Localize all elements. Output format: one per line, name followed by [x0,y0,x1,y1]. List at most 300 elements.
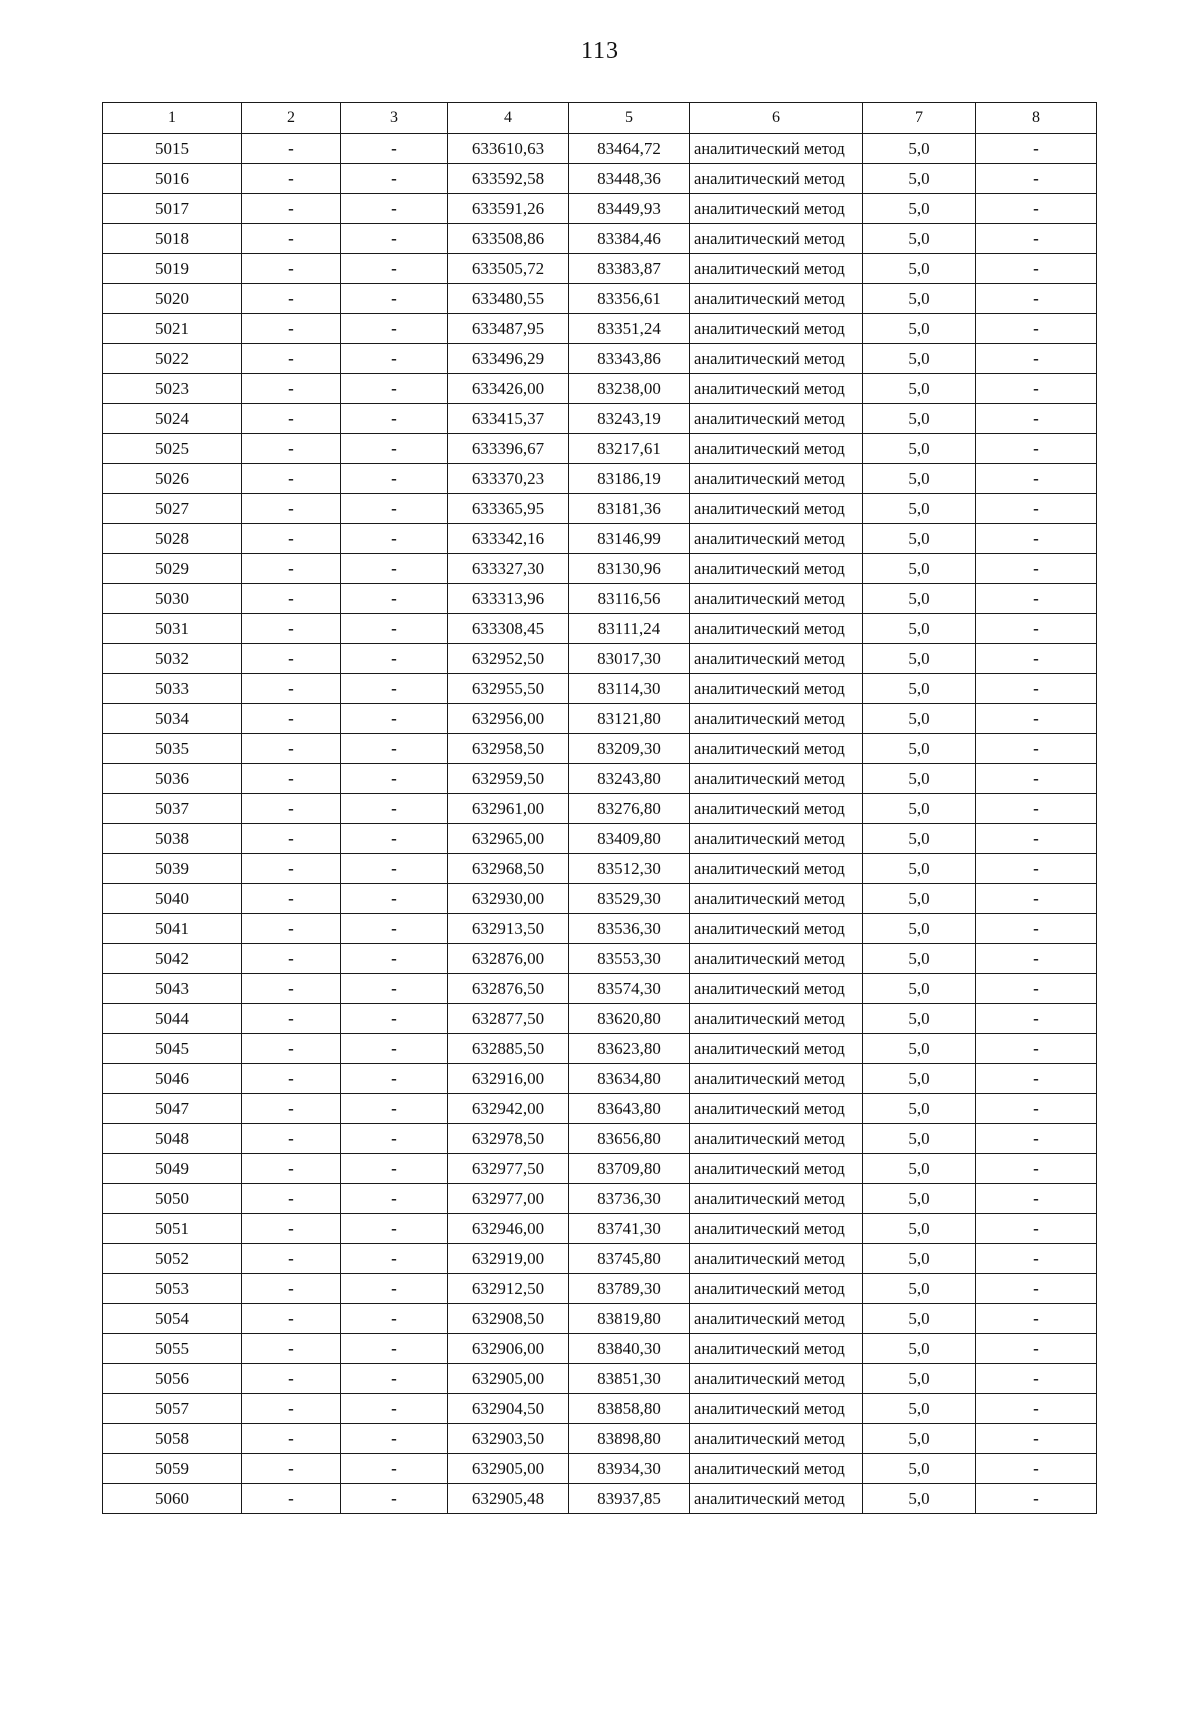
method-cell: аналитический метод [690,1184,863,1214]
col8-cell: - [976,944,1097,974]
column-header: 4 [448,103,569,134]
x-coordinate-cell: 632961,00 [448,794,569,824]
accuracy-cell: 5,0 [863,1274,976,1304]
col8-cell: - [976,314,1097,344]
col3-cell: - [341,464,448,494]
y-coordinate-cell: 83536,30 [569,914,690,944]
col3-cell: - [341,1244,448,1274]
point-number-cell: 5024 [103,404,242,434]
col3-cell: - [341,1304,448,1334]
method-cell: аналитический метод [690,494,863,524]
col8-cell: - [976,884,1097,914]
col2-cell: - [242,164,341,194]
y-coordinate-cell: 83217,61 [569,434,690,464]
col8-cell: - [976,794,1097,824]
point-number-cell: 5022 [103,344,242,374]
x-coordinate-cell: 633342,16 [448,524,569,554]
x-coordinate-cell: 633426,00 [448,374,569,404]
col3-cell: - [341,1154,448,1184]
x-coordinate-cell: 632965,00 [448,824,569,854]
point-number-cell: 5040 [103,884,242,914]
y-coordinate-cell: 83840,30 [569,1334,690,1364]
col2-cell: - [242,854,341,884]
col3-cell: - [341,524,448,554]
accuracy-cell: 5,0 [863,794,976,824]
x-coordinate-cell: 632968,50 [448,854,569,884]
y-coordinate-cell: 83736,30 [569,1184,690,1214]
col3-cell: - [341,674,448,704]
col2-cell: - [242,1094,341,1124]
col3-cell: - [341,1214,448,1244]
x-coordinate-cell: 633480,55 [448,284,569,314]
x-coordinate-cell: 632908,50 [448,1304,569,1334]
table-row [103,494,1097,524]
point-number-cell: 5021 [103,314,242,344]
col3-cell: - [341,704,448,734]
accuracy-cell: 5,0 [863,884,976,914]
y-coordinate-cell: 83937,85 [569,1484,690,1514]
accuracy-cell: 5,0 [863,674,976,704]
col2-cell: - [242,1034,341,1064]
column-header: 7 [863,103,976,134]
point-number-cell: 5016 [103,164,242,194]
table-row [103,344,1097,374]
method-cell: аналитический метод [690,1064,863,1094]
col3-cell: - [341,914,448,944]
method-cell: аналитический метод [690,1214,863,1244]
point-number-cell: 5043 [103,974,242,1004]
x-coordinate-cell: 632916,00 [448,1064,569,1094]
col2-cell: - [242,284,341,314]
col8-cell: - [976,824,1097,854]
y-coordinate-cell: 83643,80 [569,1094,690,1124]
point-number-cell: 5038 [103,824,242,854]
col2-cell: - [242,1454,341,1484]
col3-cell: - [341,884,448,914]
col2-cell: - [242,1004,341,1034]
point-number-cell: 5054 [103,1304,242,1334]
accuracy-cell: 5,0 [863,764,976,794]
col8-cell: - [976,1304,1097,1334]
col2-cell: - [242,404,341,434]
col2-cell: - [242,494,341,524]
col8-cell: - [976,1094,1097,1124]
point-number-cell: 5037 [103,794,242,824]
col8-cell: - [976,1034,1097,1064]
table-row [103,374,1097,404]
col2-cell: - [242,1154,341,1184]
x-coordinate-cell: 632904,50 [448,1394,569,1424]
col3-cell: - [341,1094,448,1124]
point-number-cell: 5032 [103,644,242,674]
col3-cell: - [341,974,448,1004]
col8-cell: - [976,344,1097,374]
method-cell: аналитический метод [690,584,863,614]
y-coordinate-cell: 83789,30 [569,1274,690,1304]
col3-cell: - [341,134,448,164]
y-coordinate-cell: 83186,19 [569,464,690,494]
x-coordinate-cell: 633365,95 [448,494,569,524]
x-coordinate-cell: 632977,00 [448,1184,569,1214]
table-row [103,1064,1097,1094]
col3-cell: - [341,164,448,194]
column-header: 1 [103,103,242,134]
y-coordinate-cell: 83409,80 [569,824,690,854]
col3-cell: - [341,764,448,794]
accuracy-cell: 5,0 [863,284,976,314]
method-cell: аналитический метод [690,194,863,224]
y-coordinate-cell: 83623,80 [569,1034,690,1064]
method-cell: аналитический метод [690,374,863,404]
point-number-cell: 5050 [103,1184,242,1214]
x-coordinate-cell: 632946,00 [448,1214,569,1244]
col3-cell: - [341,344,448,374]
col8-cell: - [976,254,1097,284]
x-coordinate-cell: 632959,50 [448,764,569,794]
table-row [103,1034,1097,1064]
accuracy-cell: 5,0 [863,1214,976,1244]
point-number-cell: 5056 [103,1364,242,1394]
point-number-cell: 5029 [103,554,242,584]
col8-cell: - [976,374,1097,404]
y-coordinate-cell: 83130,96 [569,554,690,584]
x-coordinate-cell: 632952,50 [448,644,569,674]
col3-cell: - [341,1424,448,1454]
col8-cell: - [976,854,1097,884]
y-coordinate-cell: 83741,30 [569,1214,690,1244]
table-row [103,1454,1097,1484]
col8-cell: - [976,1154,1097,1184]
accuracy-cell: 5,0 [863,404,976,434]
method-cell: аналитический метод [690,254,863,284]
point-number-cell: 5019 [103,254,242,284]
method-cell: аналитический метод [690,344,863,374]
point-number-cell: 5048 [103,1124,242,1154]
col2-cell: - [242,1244,341,1274]
accuracy-cell: 5,0 [863,134,976,164]
column-header: 8 [976,103,1097,134]
y-coordinate-cell: 83383,87 [569,254,690,284]
col3-cell: - [341,1064,448,1094]
table-row [103,644,1097,674]
method-cell: аналитический метод [690,1454,863,1484]
y-coordinate-cell: 83656,80 [569,1124,690,1154]
method-cell: аналитический метод [690,1394,863,1424]
col2-cell: - [242,764,341,794]
method-cell: аналитический метод [690,764,863,794]
col3-cell: - [341,794,448,824]
accuracy-cell: 5,0 [863,1244,976,1274]
col2-cell: - [242,884,341,914]
y-coordinate-cell: 83238,00 [569,374,690,404]
x-coordinate-cell: 632877,50 [448,1004,569,1034]
table-header-row [103,103,1097,134]
col2-cell: - [242,614,341,644]
method-cell: аналитический метод [690,314,863,344]
accuracy-cell: 5,0 [863,194,976,224]
point-number-cell: 5035 [103,734,242,764]
table-row [103,1184,1097,1214]
y-coordinate-cell: 83121,80 [569,704,690,734]
col8-cell: - [976,134,1097,164]
col2-cell: - [242,1394,341,1424]
method-cell: аналитический метод [690,914,863,944]
x-coordinate-cell: 633327,30 [448,554,569,584]
y-coordinate-cell: 83209,30 [569,734,690,764]
y-coordinate-cell: 83574,30 [569,974,690,1004]
point-number-cell: 5042 [103,944,242,974]
x-coordinate-cell: 633370,23 [448,464,569,494]
y-coordinate-cell: 83512,30 [569,854,690,884]
table-row [103,194,1097,224]
method-cell: аналитический метод [690,1034,863,1064]
table-row [103,1364,1097,1394]
method-cell: аналитический метод [690,554,863,584]
x-coordinate-cell: 632955,50 [448,674,569,704]
accuracy-cell: 5,0 [863,344,976,374]
accuracy-cell: 5,0 [863,1484,976,1514]
method-cell: аналитический метод [690,134,863,164]
table-row [103,164,1097,194]
accuracy-cell: 5,0 [863,254,976,284]
col3-cell: - [341,1334,448,1364]
col8-cell: - [976,434,1097,464]
accuracy-cell: 5,0 [863,374,976,404]
col2-cell: - [242,1214,341,1244]
col8-cell: - [976,1124,1097,1154]
col8-cell: - [976,1334,1097,1364]
col2-cell: - [242,644,341,674]
y-coordinate-cell: 83448,36 [569,164,690,194]
accuracy-cell: 5,0 [863,1424,976,1454]
column-header: 2 [242,103,341,134]
y-coordinate-cell: 83276,80 [569,794,690,824]
method-cell: аналитический метод [690,704,863,734]
table-row [103,1004,1097,1034]
y-coordinate-cell: 83851,30 [569,1364,690,1394]
col3-cell: - [341,824,448,854]
col8-cell: - [976,554,1097,584]
method-cell: аналитический метод [690,1124,863,1154]
col8-cell: - [976,194,1097,224]
method-cell: аналитический метод [690,824,863,854]
x-coordinate-cell: 632903,50 [448,1424,569,1454]
point-number-cell: 5053 [103,1274,242,1304]
col8-cell: - [976,974,1097,1004]
col8-cell: - [976,1484,1097,1514]
col2-cell: - [242,1274,341,1304]
accuracy-cell: 5,0 [863,704,976,734]
method-cell: аналитический метод [690,734,863,764]
point-number-cell: 5052 [103,1244,242,1274]
y-coordinate-cell: 83243,19 [569,404,690,434]
x-coordinate-cell: 632913,50 [448,914,569,944]
col3-cell: - [341,854,448,884]
table-body [103,134,1097,1514]
y-coordinate-cell: 83343,86 [569,344,690,374]
col2-cell: - [242,674,341,704]
point-number-cell: 5058 [103,1424,242,1454]
col8-cell: - [976,734,1097,764]
accuracy-cell: 5,0 [863,1454,976,1484]
table-row [103,1334,1097,1364]
accuracy-cell: 5,0 [863,314,976,344]
method-cell: аналитический метод [690,644,863,674]
point-number-cell: 5033 [103,674,242,704]
accuracy-cell: 5,0 [863,1334,976,1364]
accuracy-cell: 5,0 [863,824,976,854]
col3-cell: - [341,1004,448,1034]
x-coordinate-cell: 633591,26 [448,194,569,224]
table-row [103,824,1097,854]
col2-cell: - [242,1364,341,1394]
col2-cell: - [242,824,341,854]
y-coordinate-cell: 83356,61 [569,284,690,314]
method-cell: аналитический метод [690,1244,863,1274]
col8-cell: - [976,644,1097,674]
method-cell: аналитический метод [690,1154,863,1184]
col3-cell: - [341,1454,448,1484]
col3-cell: - [341,1184,448,1214]
point-number-cell: 5036 [103,764,242,794]
x-coordinate-cell: 633508,86 [448,224,569,254]
y-coordinate-cell: 83553,30 [569,944,690,974]
point-number-cell: 5060 [103,1484,242,1514]
method-cell: аналитический метод [690,614,863,644]
y-coordinate-cell: 83449,93 [569,194,690,224]
accuracy-cell: 5,0 [863,224,976,254]
col2-cell: - [242,464,341,494]
col3-cell: - [341,1484,448,1514]
col8-cell: - [976,164,1097,194]
x-coordinate-cell: 632919,00 [448,1244,569,1274]
col3-cell: - [341,1034,448,1064]
table-row [103,434,1097,464]
table-row [103,134,1097,164]
table-row [103,1484,1097,1514]
col8-cell: - [976,614,1097,644]
y-coordinate-cell: 83898,80 [569,1424,690,1454]
point-number-cell: 5031 [103,614,242,644]
x-coordinate-cell: 632876,00 [448,944,569,974]
x-coordinate-cell: 633415,37 [448,404,569,434]
y-coordinate-cell: 83934,30 [569,1454,690,1484]
method-cell: аналитический метод [690,224,863,254]
method-cell: аналитический метод [690,524,863,554]
accuracy-cell: 5,0 [863,584,976,614]
table-row [103,674,1097,704]
method-cell: аналитический метод [690,1484,863,1514]
col3-cell: - [341,194,448,224]
col3-cell: - [341,254,448,284]
col2-cell: - [242,1064,341,1094]
point-number-cell: 5051 [103,1214,242,1244]
col8-cell: - [976,764,1097,794]
page-number: 113 [580,38,620,64]
table-row [103,554,1097,584]
table-row [103,854,1097,884]
col2-cell: - [242,374,341,404]
table-row [103,914,1097,944]
method-cell: аналитический метод [690,974,863,1004]
y-coordinate-cell: 83116,56 [569,584,690,614]
accuracy-cell: 5,0 [863,1124,976,1154]
point-number-cell: 5049 [103,1154,242,1184]
point-number-cell: 5045 [103,1034,242,1064]
table-row [103,1394,1097,1424]
col8-cell: - [976,1274,1097,1304]
accuracy-cell: 5,0 [863,644,976,674]
y-coordinate-cell: 83819,80 [569,1304,690,1334]
point-number-cell: 5030 [103,584,242,614]
accuracy-cell: 5,0 [863,944,976,974]
method-cell: аналитический метод [690,1274,863,1304]
column-header: 5 [569,103,690,134]
table-row [103,944,1097,974]
col8-cell: - [976,1244,1097,1274]
table-row [103,1244,1097,1274]
column-header: 3 [341,103,448,134]
accuracy-cell: 5,0 [863,614,976,644]
x-coordinate-cell: 633308,45 [448,614,569,644]
table-row [103,1274,1097,1304]
accuracy-cell: 5,0 [863,494,976,524]
y-coordinate-cell: 83243,80 [569,764,690,794]
x-coordinate-cell: 633505,72 [448,254,569,284]
coordinates-table [102,102,1097,1514]
accuracy-cell: 5,0 [863,734,976,764]
accuracy-cell: 5,0 [863,524,976,554]
col8-cell: - [976,464,1097,494]
col3-cell: - [341,1274,448,1304]
col2-cell: - [242,944,341,974]
col2-cell: - [242,314,341,344]
table-row [103,1094,1097,1124]
col8-cell: - [976,584,1097,614]
table-row [103,614,1097,644]
table-row [103,224,1097,254]
col8-cell: - [976,224,1097,254]
point-number-cell: 5020 [103,284,242,314]
col3-cell: - [341,284,448,314]
col2-cell: - [242,794,341,824]
x-coordinate-cell: 632930,00 [448,884,569,914]
point-number-cell: 5018 [103,224,242,254]
method-cell: аналитический метод [690,164,863,194]
table-row [103,734,1097,764]
method-cell: аналитический метод [690,464,863,494]
col2-cell: - [242,524,341,554]
col2-cell: - [242,434,341,464]
x-coordinate-cell: 632905,48 [448,1484,569,1514]
x-coordinate-cell: 633313,96 [448,584,569,614]
x-coordinate-cell: 633396,67 [448,434,569,464]
col3-cell: - [341,314,448,344]
accuracy-cell: 5,0 [863,1094,976,1124]
col3-cell: - [341,1394,448,1424]
col2-cell: - [242,1424,341,1454]
x-coordinate-cell: 632958,50 [448,734,569,764]
col2-cell: - [242,734,341,764]
col3-cell: - [341,494,448,524]
accuracy-cell: 5,0 [863,1034,976,1064]
method-cell: аналитический метод [690,944,863,974]
table-row [103,1424,1097,1454]
x-coordinate-cell: 632912,50 [448,1274,569,1304]
point-number-cell: 5025 [103,434,242,464]
point-number-cell: 5057 [103,1394,242,1424]
method-cell: аналитический метод [690,884,863,914]
